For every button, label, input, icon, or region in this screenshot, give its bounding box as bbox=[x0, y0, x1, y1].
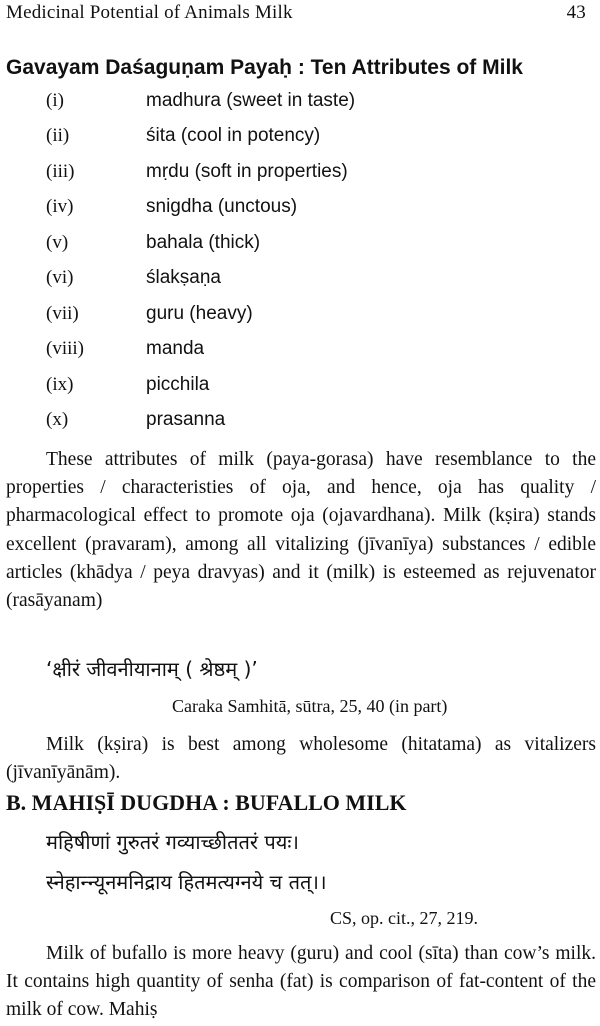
list-item-text: śita (cool in potency) bbox=[146, 125, 321, 146]
list-item-text: manda bbox=[146, 338, 205, 359]
paragraph-text: Milk of bufallo is more heavy (guru) and cool (sīta) than cow’s milk. It contains high quantity of senha (fat) is comparison of fat-content of the milk of cow. Mahiṣ bbox=[6, 943, 596, 1021]
list-item-number: (viii) bbox=[46, 338, 84, 359]
list-item-number: (ii) bbox=[46, 125, 70, 146]
list-item-number: (v) bbox=[46, 232, 69, 253]
list-item-text: picchila bbox=[146, 374, 210, 395]
list-item-text: ślakṣaṇa bbox=[146, 267, 221, 288]
sanskrit-verse-line: महिषीणां गुरुतरं गव्याच्छीततरं पयः। bbox=[46, 830, 300, 854]
paragraph-bufallo bbox=[6, 940, 596, 1025]
sanskrit-quote: ‘क्षीरं जीवनीयानाम् ( श्रेष्ठम् )’ bbox=[46, 657, 258, 681]
list-item-text: mṛdu (soft in properties) bbox=[146, 161, 348, 182]
list-item-text: bahala (thick) bbox=[146, 232, 261, 253]
page-number: 43 bbox=[566, 2, 586, 23]
list-item-number: (iv) bbox=[46, 196, 74, 217]
paragraph-attributes bbox=[6, 446, 596, 615]
paragraph-text: These attributes of milk (paya-gorasa) have resemblance to the properties / characteristies of oja, and hence, oja has quality / pharmacological effect to promote oja (ojavardhana). Milk (kṣira) stands excellent (pravaram), among all vitalizing (jīvanīya) substances / edible articles (khādya / peya dravyas) and it (milk) is esteemed as rejuvenator (rasāyanam) bbox=[6, 449, 596, 612]
list-item-number: (vi) bbox=[46, 267, 74, 288]
section-heading: Gavayam Daśaguṇam Payaḥ : Ten Attributes of Milk bbox=[6, 56, 523, 79]
paragraph-text: Milk (kṣira) is best among wholesome (hitatama) as vitalizers (jīvanīyānām). bbox=[6, 734, 596, 784]
list-item-number: (ix) bbox=[46, 374, 74, 395]
list-item-text: madhura (sweet in taste) bbox=[146, 90, 356, 111]
list-item-number: (i) bbox=[46, 90, 64, 111]
list-item-number: (iii) bbox=[46, 161, 75, 182]
citation: Caraka Samhitā, sūtra, 25, 40 (in part) bbox=[172, 696, 448, 716]
running-head bbox=[6, 2, 586, 26]
list-item-number: (vii) bbox=[46, 303, 79, 324]
list-item-number: (x) bbox=[46, 409, 69, 430]
paragraph-milk-best bbox=[6, 731, 596, 787]
list-item-text: guru (heavy) bbox=[146, 303, 253, 324]
running-head-title: Medicinal Potential of Animals Milk bbox=[6, 2, 293, 23]
list-item-text: snigdha (unctous) bbox=[146, 196, 298, 217]
sanskrit-verse-line: स्नेहान्न्यूनमनिद्राय हितमत्यग्नये च तत्।। bbox=[46, 870, 327, 894]
section-b-heading: B. MAHIṢĪ DUGDHA : BUFALLO MILK bbox=[6, 790, 407, 815]
citation: CS, op. cit., 27, 219. bbox=[330, 908, 479, 928]
list-item-text: prasanna bbox=[146, 409, 226, 430]
